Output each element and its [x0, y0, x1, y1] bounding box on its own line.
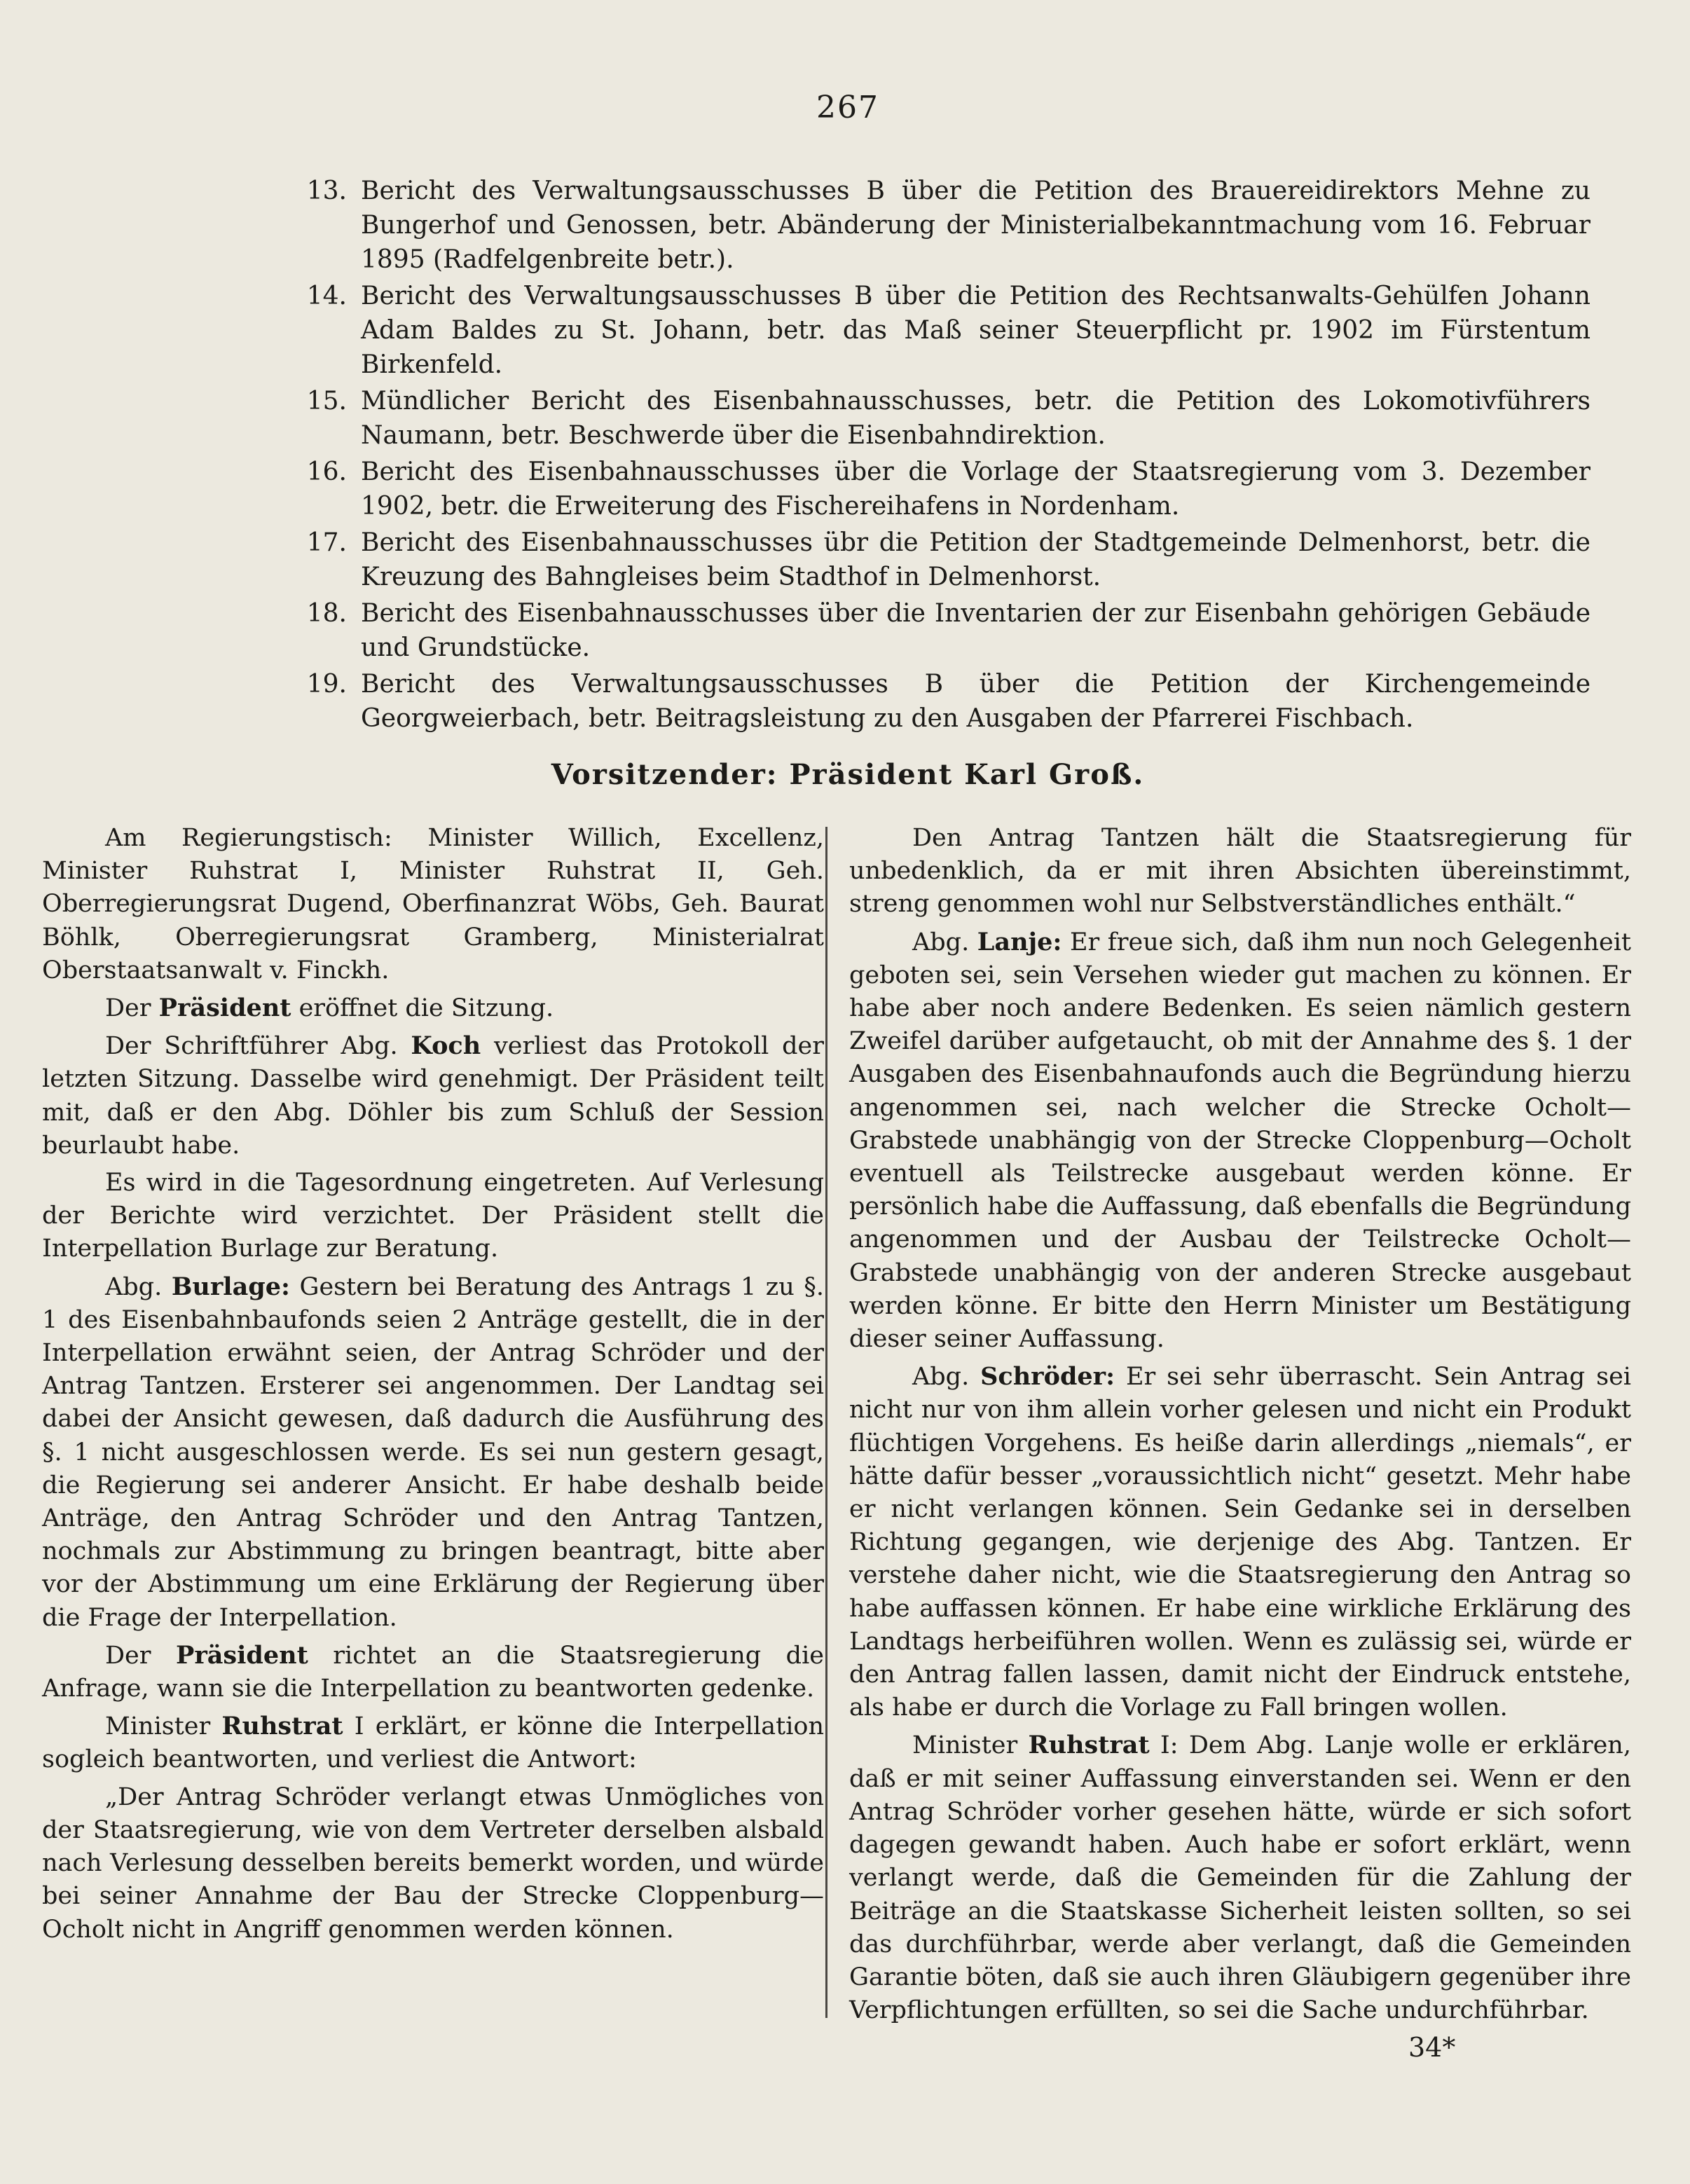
agenda-item: [280, 526, 1591, 594]
paragraph: [849, 822, 1631, 921]
paragraph: [42, 1029, 824, 1162]
agenda-item: [280, 667, 1591, 736]
agenda-item: [280, 596, 1591, 665]
agenda-text: Bericht des Verwaltungsausschusses B über die Petition des Brauereidirektors Mehne zu Bungerhof und Genossen, betr. Abänderung der Ministerialbekanntmachung vom 16. Februar 1895 (Radfelgenbreite betr.).: [361, 177, 1591, 274]
paragraph: [42, 1639, 824, 1705]
paragraph-text: Gestern bei Beratung des Antrags 1 zu §. 1 des Eisenbahnbaufonds seien 2 Anträge gestellt, die in der Interpellation erwähnt seien, der Antrag Schröder und der Antrag Tantzen. Ersterer sei angenommen. Der Landtag sei dabei der Ansicht gewesen, daß dadurch die Ausführung des §. 1 nicht ausgeschlossen werde. Es sei nun gestern gesagt, die Regierung sei anderer Ansicht. Er habe deshalb beide Anträge, den Antrag Schröder und den Antrag Tantzen, nochmals zur Abstimmung zu bringen beantragt, bitte aber vor der Abstimmung um eine Erklärung der Regierung über die Frage der Interpellation.: [42, 1272, 824, 1632]
agenda-number: 13.: [306, 177, 347, 205]
speaker-name: Ruhstrat: [221, 1712, 343, 1741]
agenda-text: Bericht des Eisenbahnausschusses über die Inventarien der zur Eisenbahn gehörigen Gebäude und Grundstücke.: [361, 599, 1591, 662]
speaker-name: Ruhstrat: [1028, 1731, 1150, 1760]
paragraph: [849, 1360, 1631, 1724]
paragraph: [42, 1781, 824, 1946]
agenda-number: 19.: [306, 670, 347, 699]
agenda-text: Mündlicher Bericht des Eisenbahnausschusses, betr. die Petition des Lokomotivführers Naumann, betr. Beschwerde über die Eisenbahndirektion.: [361, 387, 1591, 450]
paragraph-lead: Der: [105, 1641, 176, 1670]
paragraph: [42, 822, 824, 987]
paragraph-text: I: Dem Abg. Lanje wolle er erklären, daß er mit seiner Auffassung einverstanden sei. Wenn er den Antrag Schröder vorher gesehen hätte, würde er sich sofort dagegen gewandt haben. Auch habe er sofort erklärt, wenn verlangt werde, daß die Gemeinden für die Zahlung der Beiträge an die Staatskasse Sicherheit leisten sollten, so sei das durchführbar, werde aber verlangt, daß die Gemeinden Garantie böten, daß sie auch ihren Gläubigern gegenüber ihre Verpflichtungen erfüllten, so sei die Sache undurchführbar.: [849, 1731, 1631, 2025]
speaker-name: Koch: [411, 1031, 481, 1061]
paragraph-lead: Minister: [912, 1731, 1029, 1760]
paragraph-text: Er freue sich, daß ihm nun noch Gelegenheit geboten sei, sein Versehen wieder gut machen zu können. Er habe aber noch andere Bedenken. Es seien nämlich gestern Zweifel darüber aufgetaucht, ob mit der Annahme des §. 1 der Ausgaben des Eisenbahnaufonds auch die Begründung hierzu angenommen sei, nach welcher die Strecke Ocholt—Grabstede unabhängig von der Strecke Cloppenburg—Ocholt eventuell als Teilstrecke ausgebaut werden könne. Er persönlich habe die Auffassung, daß ebenfalls die Begründung angenommen und der Ausbau der Teilstrecke Ocholt—Grabstede unabhängig von der anderen Strecke ausgebaut werden könne. Er bitte den Herrn Minister um Bestätigung dieser seiner Auffassung.: [849, 928, 1631, 1354]
paragraph-lead: Minister: [105, 1712, 222, 1741]
paragraph-text: Es wird in die Tagesordnung eingetreten. Auf Verlesung der Berichte wird verzichtet. Der Präsident stellt die Interpellation Burlage zur Beratung.: [42, 1169, 824, 1263]
agenda-number: 16.: [306, 458, 347, 486]
agenda-text: Bericht des Verwaltungsausschusses B über die Petition des Rechtsanwalts-Gehülfen Johann Adam Baldes zu St. Johann, betr. das Maß seiner Steuerpflicht pr. 1902 im Fürstentum Birkenfeld.: [361, 282, 1591, 379]
speaker-name: Burlage:: [171, 1272, 290, 1301]
paragraph-lead: Abg.: [912, 1363, 981, 1392]
agenda-item: [280, 384, 1591, 453]
column-divider: [825, 827, 827, 2018]
agenda-list: [280, 174, 1591, 738]
paragraph-text: Er sei sehr überrascht. Sein Antrag sei nicht nur von ihm allein vorher gelesen und nicht ein Produkt flüchtigen Vorgehens. Es heiße darin allerdings „niemals“, er hätte dafür besser „voraussichtlich nicht“ gesetzt. Mehr habe er nicht verlangen können. Sein Gedanke sei in derselben Richtung gegangen, wie derjenige des Abg. Tantzen. Er verstehe daher nicht, wie die Staatsregierung den Antrag so habe auffassen können. Er habe eine wirkliche Erklärung des Landtags herbeiführen wollen. Wenn es zulässig sei, würde er den Antrag fallen lassen, damit nicht der Eindruck entstehe, als habe er durch die Vorlage zu Fall bringen wollen.: [849, 1363, 1631, 1722]
speaker-name: Präsident: [158, 994, 291, 1023]
agenda-number: 17.: [306, 528, 347, 557]
agenda-item: [280, 455, 1591, 523]
agenda-text: Bericht des Eisenbahnausschusses übr die Petition der Stadtgemeinde Delmenhorst, betr. die Kreuzung des Bahngleises beim Stadthof in Delmenhorst.: [361, 528, 1591, 591]
paragraph: [42, 1710, 824, 1776]
paragraph-lead: Abg.: [912, 928, 977, 956]
paragraph: [42, 1270, 824, 1635]
left-column: [42, 822, 824, 1951]
speaker-name: Präsident: [176, 1640, 308, 1670]
paragraph-text: I erklärt, er könne die Interpellation sogleich beantworten, und verliest die Antwort:: [42, 1712, 824, 1774]
agenda-number: 14.: [306, 282, 347, 310]
paragraph-lead: Der: [105, 994, 159, 1023]
paragraph-text: eröffnet die Sitzung.: [291, 994, 554, 1023]
signature-mark: 34*: [1408, 2032, 1456, 2063]
agenda-item: [280, 279, 1591, 382]
agenda-text: Bericht des Eisenbahnausschusses über die Vorlage der Staatsregierung vom 3. Dezember 1902, betr. die Erweiterung des Fischereihafens in Nordenham.: [361, 458, 1591, 521]
paragraph-text: Den Antrag Tantzen hält die Staatsregierung für unbedenklich, da er mit ihren Absichten übereinstimmt, streng genommen wohl nur Selbstverständliches enthält.“: [849, 824, 1631, 919]
paragraph: [42, 1167, 824, 1266]
page-number: 267: [816, 90, 879, 125]
agenda-item: [280, 174, 1591, 277]
paragraph-text: Am Regierungstisch: Minister Willich, Excellenz, Minister Ruhstrat I, Minister Ruhstrat II, Geh. Oberregierungsrat Dugend, Oberfinanzrat Wöbs, Geh. Baurat Böhlk, Oberregierungsrat Gramberg, Ministerialrat Oberstaatsanwalt v. Finckh.: [42, 824, 824, 984]
agenda-number: 15.: [306, 387, 347, 415]
paragraph-text: richtet an die Staatsregierung die Anfrage, wann sie die Interpellation zu beantworten gedenke.: [42, 1641, 824, 1703]
paragraph: [849, 1729, 1631, 2027]
speaker-name: Schröder:: [980, 1362, 1115, 1392]
paragraph-lead: Der Schriftführer Abg.: [105, 1032, 411, 1061]
agenda-number: 18.: [306, 599, 347, 628]
right-column: [849, 822, 1631, 2031]
paragraph-text: „Der Antrag Schröder verlangt etwas Unmögliches von der Staatsregierung, wie von dem Vertreter derselben alsbald nach Verlesung desselben bereits bemerkt worden, und würde bei seiner Annahme der Bau der Strecke Cloppenburg—Ocholt nicht in Angriff genommen werden können.: [42, 1783, 824, 1944]
speaker-name: Lanje:: [977, 927, 1062, 956]
chair-heading: Vorsitzender: Präsident Karl Groß.: [551, 758, 1145, 791]
paragraph: [42, 991, 824, 1025]
paragraph: [849, 926, 1631, 1357]
agenda-text: Bericht des Verwaltungsausschusses B über die Petition der Kirchengemeinde Georgweierbach, betr. Beitragsleistung zu den Ausgaben der Pfarrerei Fischbach.: [361, 670, 1591, 733]
paragraph-lead: Abg.: [105, 1272, 172, 1301]
paragraph-text: verliest das Protokoll der letzten Sitzung. Dasselbe wird genehmigt. Der Präsident teilt mit, daß er den Abg. Döhler bis zum Schluß der Session beurlaubt habe.: [42, 1032, 824, 1160]
